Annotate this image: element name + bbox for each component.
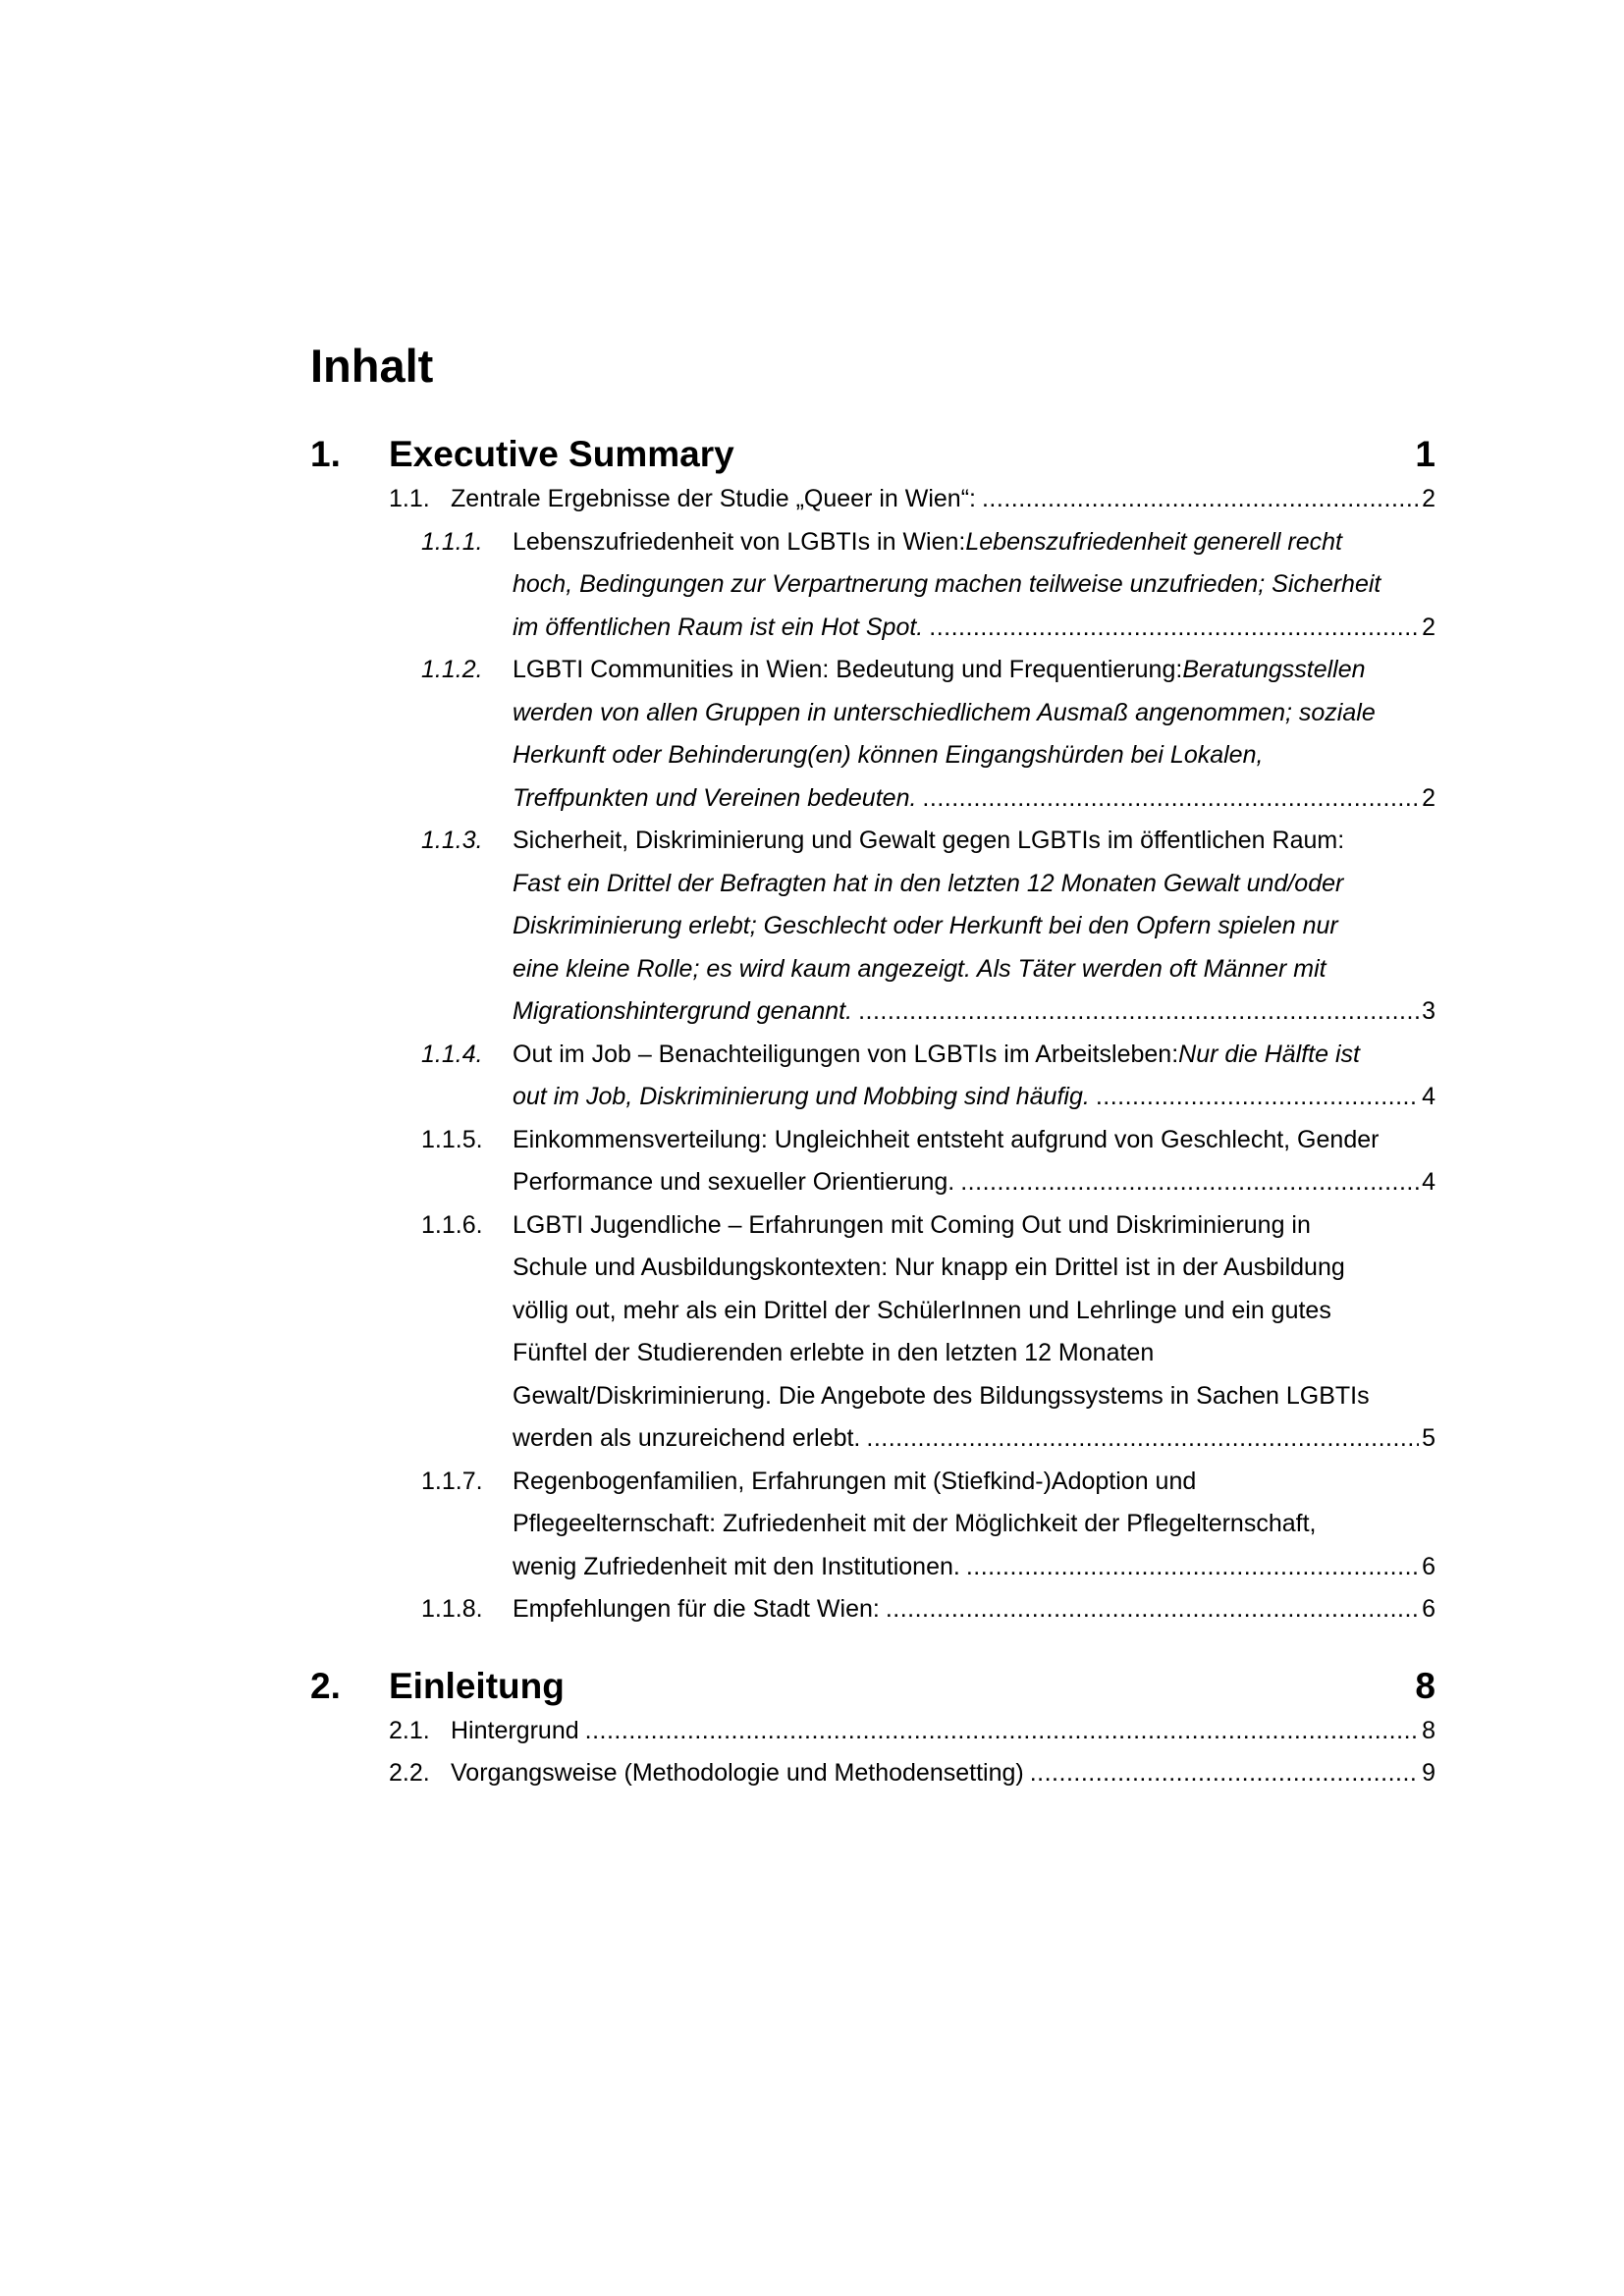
dot-leader [1030,1752,1419,1795]
entry-title: Fünftel der Studierenden erlebte in den letzten 12 Monaten [513,1339,1155,1366]
table-of-contents [310,339,1435,1795]
section-title: Einleitung [389,1665,565,1706]
entry-subtitle: Migrationshintergrund genannt. [513,997,853,1025]
dot-leader [922,777,1419,821]
entry-page: 9 [1422,1759,1435,1787]
entry-title: Hintergrund [451,1716,579,1744]
toc-entry-1-1-8[interactable] [310,1588,1435,1631]
entry-number: 1.1.1. [421,527,483,556]
dot-leader [858,990,1419,1034]
dot-leader [886,1588,1419,1631]
entry-subtitle: Treffpunkten und Vereinen bedeuten. [513,783,917,812]
toc-title: Inhalt [310,340,434,392]
entry-number: 1.1.7. [421,1467,483,1495]
toc-entry-1-1-6[interactable] [310,1204,1435,1461]
entry-number: 2.1. [389,1716,430,1744]
dot-leader [585,1710,1419,1753]
section-page: 1 [1415,434,1435,474]
entry-title: Vorgangsweise (Methodologie und Methodensetting) [451,1759,1024,1787]
entry-page: 6 [1422,1552,1435,1580]
entry-page: 8 [1422,1716,1435,1744]
entry-title: völlig out, mehr als ein Drittel der SchülerInnen und Lehrlinge und ein gutes [513,1296,1331,1324]
entry-title: Empfehlungen für die Stadt Wien: [513,1595,880,1623]
toc-entry-1-1-3[interactable] [310,820,1435,1034]
toc-entry-1-1-7[interactable] [310,1461,1435,1589]
entry-subtitle: Lebenszufriedenheit generell recht [965,527,1342,556]
dot-leader [966,1546,1419,1589]
entry-subtitle: Beratungsstellen [1182,656,1366,683]
entry-subtitle: Fast ein Drittel der Befragten hat in den letzten 12 Monaten Gewalt und/oder [513,869,1344,897]
entry-subtitle: Nur die Hälfte ist [1178,1040,1360,1068]
entry-title: Regenbogenfamilien, Erfahrungen mit (Stiefkind-)Adoption und [513,1467,1197,1495]
entry-number: 1.1. [389,485,430,512]
entry-title: Schule und Ausbildungskontexten: Nur knapp ein Drittel ist in der Ausbildung [513,1254,1345,1281]
dot-leader [960,1161,1419,1204]
entry-subtitle: hoch, Bedingungen zur Verpartnerung machen teilweise unzufrieden; Sicherheit [513,570,1381,598]
entry-title: Pflegeelternschaft: Zufriedenheit mit der Möglichkeit der Pflegelternschaft, [513,1510,1317,1537]
entry-title: Performance und sexueller Orientierung. [513,1168,955,1196]
entry-title: Lebenszufriedenheit von LGBTIs in Wien: [513,527,966,556]
toc-entry-2-2[interactable] [310,1752,1435,1795]
toc-entry-1-1[interactable] [310,478,1435,521]
entry-subtitle: Diskriminierung erlebt; Geschlecht oder Herkunft bei den Opfern spielen nur [513,912,1338,939]
section-title: Executive Summary [389,434,734,474]
entry-page: 2 [1422,485,1435,512]
entry-page: 2 [1422,613,1435,641]
entry-page: 4 [1422,1168,1435,1196]
entry-page: 3 [1422,997,1435,1025]
entry-subtitle: out im Job, Diskriminierung und Mobbing sind häufig. [513,1083,1090,1110]
entry-number: 1.1.8. [421,1595,483,1623]
entry-title: Zentrale Ergebnisse der Studie „Queer in Wien“: [451,485,976,512]
toc-entry-1-1-2[interactable] [310,649,1435,820]
dot-leader [929,607,1419,650]
toc-entry-2-1[interactable] [310,1710,1435,1753]
entry-page: 5 [1422,1424,1435,1452]
entry-subtitle: Herkunft oder Behinderung(en) können Eingangshürden bei Lokalen, [513,741,1264,769]
entry-title: LGBTI Jugendliche – Erfahrungen mit Coming Out und Diskriminierung in [513,1210,1311,1239]
entry-number: 1.1.3. [421,827,483,854]
entry-page: 6 [1422,1595,1435,1623]
entry-subtitle: werden von allen Gruppen in unterschiedlichem Ausmaß angenommen; soziale [513,698,1376,726]
toc-entry-1-1-1[interactable] [310,521,1435,650]
dot-leader [1096,1076,1419,1119]
section-number: 1. [310,434,341,474]
entry-number: 1.1.4. [421,1040,483,1068]
entry-title: Gewalt/Diskriminierung. Die Angebote des Bildungssystems in Sachen LGBTIs [513,1381,1370,1410]
entry-subtitle: eine kleine Rolle; es wird kaum angezeigt. Als Täter werden oft Männer mit [513,954,1326,983]
toc-section-2[interactable] [310,1665,1435,1708]
entry-number: 1.1.6. [421,1210,483,1239]
dot-leader [866,1417,1419,1461]
entry-number: 1.1.5. [421,1125,483,1153]
toc-entry-1-1-4[interactable] [310,1034,1435,1119]
section-number: 2. [310,1665,341,1706]
entry-title: Einkommensverteilung: Ungleichheit entsteht aufgrund von Geschlecht, Gender [513,1125,1380,1153]
entry-number: 2.2. [389,1759,430,1787]
dot-leader [982,478,1419,521]
entry-title: wenig Zufriedenheit mit den Institutionen. [513,1552,960,1580]
entry-title: LGBTI Communities in Wien: Bedeutung und Frequentierung: [513,656,1183,683]
entry-page: 4 [1422,1083,1435,1110]
toc-section-1[interactable] [310,433,1435,476]
entry-page: 2 [1422,783,1435,812]
entry-title: Sicherheit, Diskriminierung und Gewalt gegen LGBTIs im öffentlichen Raum: [513,827,1345,854]
entry-subtitle: im öffentlichen Raum ist ein Hot Spot. [513,613,924,641]
section-page: 8 [1415,1665,1435,1706]
entry-number: 1.1.2. [421,656,483,683]
entry-title: Out im Job – Benachteiligungen von LGBTIs im Arbeitsleben: [513,1040,1179,1068]
entry-title: werden als unzureichend erlebt. [513,1424,861,1452]
toc-entry-1-1-5[interactable] [310,1119,1435,1204]
